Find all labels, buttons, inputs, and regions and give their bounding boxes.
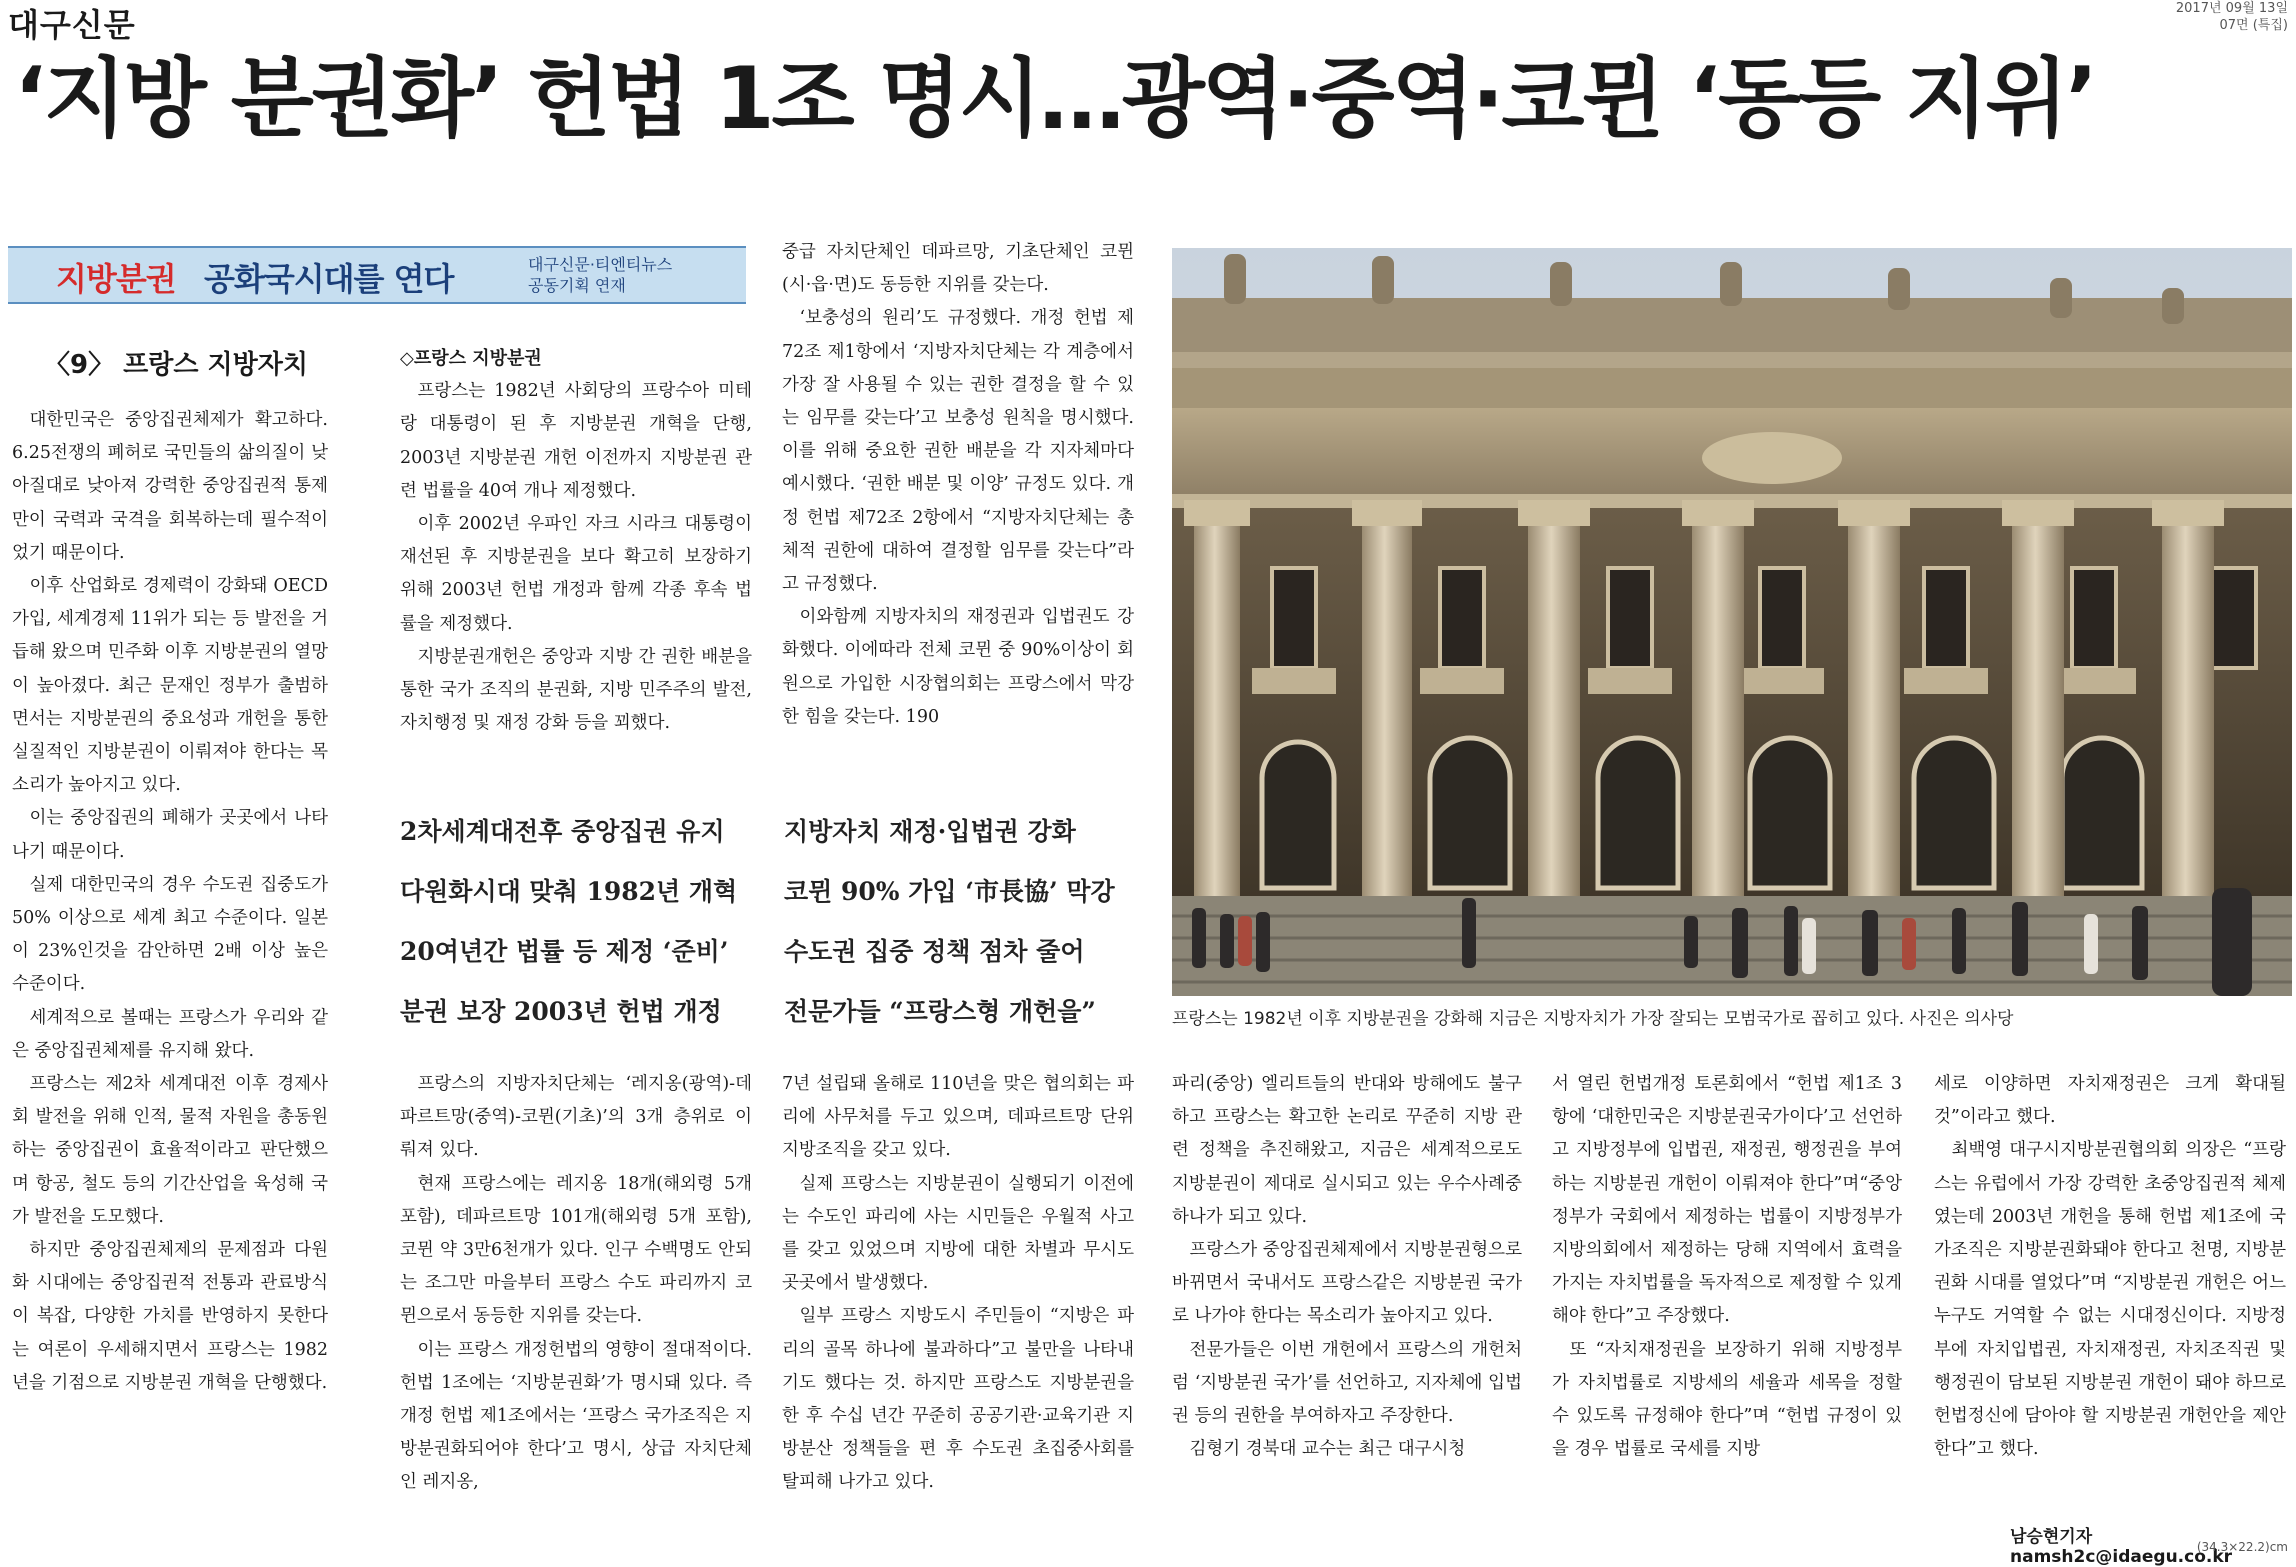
col3-paragraph: ‘보충성의 원리’도 규정했다. 개정 헌법 제72조 제1항에서 ‘지방자치단체는 각 계층에서 가장 잘 사용될 수 있는 권한 결정을 할 수 있는 임무를 갖는다’고 보충성 원칙을 명시했다. 이를 위해 중요한 권한 배분을 각 지자체마다 예시했다. ‘권한 배분 및 이양’ 규정도 있다. 개정 헌법 제72조 2항에서 “지방자치단체는 총체적 권한에 대하여 결정할 임무를 갖는다”라고 규정했다. [782, 308, 1134, 595]
col2-paragraph: 프랑스는 1982년 사회당의 프랑수아 미테랑 대통령이 된 후 지방분권 개혁을 단행, 2003년 지방분권 개헌 이전까지 지방분권 관련 법률을 40여 개나 제정했다. [400, 381, 752, 501]
col1-paragraph: 세계적으로 볼때는 프랑스가 우리와 같은 중앙집권체제를 유지해 왔다. [12, 1007, 328, 1061]
pull-quote-line: 지방자치 재정·입법권 강화 [784, 817, 1076, 846]
pull-quote-line: 전문가들 “프랑스형 개헌을” [784, 997, 1096, 1026]
pull-quote-line: 다원화시대 맞춰 1982년 개혁 [400, 877, 738, 906]
pull-quote-line: 분권 보장 2003년 헌법 개정 [400, 997, 722, 1026]
column-1 [12, 404, 328, 1400]
col1-paragraph: 이후 산업화로 경제력이 강화돼 OECD가입, 세계경제 11위가 되는 등 발전을 거듭해 왔으며 민주화 이후 지방분권의 열망이 높아졌다. 최근 문재인 정부가 출범하면서는 지방분권의 중요성과 개헌을 통한 실질적인 지방분권이 이뤄져야 한다는 목소리가 높아지고 있다. [12, 576, 328, 796]
subheading: ◇프랑스 지방분권 [400, 348, 542, 369]
col3b-paragraph: 일부 프랑스 지방도시 주민들이 “지방은 파리의 골목 하나에 불과하다”고 불만을 나타내기도 했다는 것. 하지만 프랑스도 지방분권을 한 후 수십 년간 꾸준히 공공기관·교육기관 지방분산 정책들을 편 후 수도권 초집중사회를 탈피해 나가고 있다. [782, 1306, 1134, 1493]
opera-house-photo [1172, 248, 2292, 996]
column-2-top [400, 342, 752, 740]
col1-paragraph: 실제 대한민국의 경우 수도권 집중도가 50% 이상으로 세계 최고 수준이다. 일본이 23%인것을 감안하면 2배 이상 높은 수준이다. [12, 874, 328, 995]
col3-paragraph: 이와함께 지방자치의 재정권과 입법권도 강화했다. 이에따라 전체 코뮌 중 90%이상이 회원으로 가입한 시장협의회는 프랑스에서 막강한 힘을 갖는다. 190 [782, 607, 1134, 727]
col6-paragraph: 세로 이양하면 자치재정권은 크게 확대될 것”이라고 했다. [1934, 1074, 2286, 1128]
pull-quote-right [784, 802, 1154, 1042]
col6-paragraph: 최백영 대구시지방분권협의회 의장은 “프랑스는 유럽에서 가장 강력한 초중앙집권적 체제였는데 2003년 개헌을 통해 헌법 제1조에 국가조직은 지방분권화돼야 한다고 천명, 지방분권화 시대를 열었다”며 “지방분권 개헌은 어느 누구도 거역할 수 없는 시대정신이다. 지방정부에 자치입법권, 자치재정권, 자치조직권 및 행정권이 담보된 지방분권 개헌이 돼야 하므로 헌법정신에 담아야 할 지방분권 개헌안을 제안한다”고 했다. [1934, 1140, 2286, 1460]
banner-credit-line1: 대구신문·티엔티뉴스 [528, 255, 673, 274]
column-5 [1552, 1068, 1902, 1466]
column-4 [1172, 1068, 1522, 1466]
col2-paragraph: 이후 2002년 우파인 자크 시라크 대통령이 재선된 후 지방분권을 보다 확고히 보장하기 위해 2003년 헌법 개정과 함께 각종 후속 법률을 제정했다. [400, 514, 752, 634]
col2b-paragraph: 이는 프랑스 개정헌법의 영향이 절대적이다. 헌법 1조에는 ‘지방분권화’가 명시돼 있다. 즉 개정 헌법 제1조에서는 ‘프랑스 국가조직은 지방분권화되어야 한다’고 명시, 상급 자치단체인 레지옹, [400, 1339, 752, 1493]
pull-quote-line: 코뮌 90% 가입 ‘市長協’ 막강 [784, 877, 1115, 906]
col1-paragraph: 프랑스는 제2차 세계대전 이후 경제사회 발전을 위해 인적, 물적 자원을 총동원하는 중앙집권이 효율적이라고 판단했으며 항공, 철도 등의 기간산업을 육성해 국가 발전을 도모했다. [12, 1074, 328, 1227]
column-6 [1934, 1068, 2286, 1466]
series-title: 〈9〉 프랑스 지방자치 [44, 350, 309, 380]
byline: 남승현기자 namsh2c@idaegu.co.kr [2010, 1527, 2233, 1567]
banner-credit [528, 254, 672, 296]
banner-red-text: 지방분권 [56, 260, 176, 298]
page-number: 07면 (특집) [2219, 18, 2288, 33]
col2b-paragraph: 프랑스의 지방자치단체는 ‘레지옹(광역)-데파르트망(중역)-코뮌(기초)’의 3개 층위로 이뤄져 있다. [400, 1074, 752, 1161]
photo-caption: 프랑스는 1982년 이후 지방분권을 강화해 지금은 지방자치가 가장 잘되는 모범국가로 꼽히고 있다. 사진은 의사당 [1172, 1009, 2014, 1029]
pull-quote-line: 20여년간 법률 등 제정 ‘준비’ [400, 937, 729, 966]
col3-paragraph: 중급 자치단체인 데파르망, 기초단체인 코뮌(시·읍·면)도 동등한 지위를 갖는다. [782, 242, 1134, 296]
col5-paragraph: 또 “자치재정권을 보장하기 위해 지방정부가 자치법률로 지방세의 세율과 세목을 정할 수 있도록 규정해야 한다”며 “헌법 규정이 있을 경우 법률로 국세를 지방 [1552, 1339, 1902, 1460]
issue-date: 2017년 09월 13일 [2175, 1, 2288, 16]
column-3-bottom [782, 1068, 1134, 1500]
col2b-paragraph: 현재 프랑스에는 레지옹 18개(해외령 5개 포함), 데파르트망 101개(해외령 5개 포함), 코뮌 약 3만6천개가 있다. 인구 수백명도 안되는 조그만 마을부터 프랑스 수도 파리까지 코뮌으로서 동등한 지위를 갖는다. [400, 1173, 752, 1327]
date-info [2176, 0, 2288, 34]
masthead: 대구신문 [8, 6, 136, 44]
col1-paragraph: 하지만 중앙집권체제의 문제점과 다원화 시대에는 중앙집권적 전통과 관료방식이 복잡, 다양한 가치를 반영하지 못한다는 여론이 우세해지면서 프랑스는 1982년을 기점으로 지방분권 개혁을 단행했다. [12, 1240, 328, 1393]
col1-paragraph: 대한민국은 중앙집권체제가 확고하다. 6.25전쟁의 폐허로 국민들의 삶의질이 낮아질대로 낮아져 강력한 중앙집권적 통제만이 국력과 국격을 회복하는데 필수적이었기 때문이다. [12, 410, 328, 563]
col3b-paragraph: 7년 설립돼 올해로 110년을 맞은 협의회는 파리에 사무처를 두고 있으며, 데파르트망 단위 지방조직을 갖고 있다. [782, 1074, 1134, 1161]
size-note: (34.3×22.2)cm [2196, 1540, 2288, 1554]
col4-paragraph: 전문가들은 이번 개헌에서 프랑스의 개헌처럼 ‘지방분권 국가’를 선언하고, 지자체에 입법권 등의 권한을 부여하자고 주장한다. [1172, 1339, 1522, 1427]
pull-quote-line: 2차세계대전후 중앙집권 유지 [400, 817, 725, 846]
col4-paragraph: 프랑스가 중앙집권체제에서 지방분권형으로 바뀌면서 국내서도 프랑스같은 지방분권 국가로 나가야 한다는 목소리가 높아지고 있다. [1172, 1240, 1522, 1327]
pull-quote-left [400, 802, 760, 1042]
banner-blue-text: 공화국시대를 연다 [204, 260, 454, 298]
building-illustration [1172, 248, 2292, 996]
headline: ‘지방 분권화’ 헌법 1조 명시…광역·중역·코뮌 ‘동등 지위’ [14, 49, 2096, 149]
pull-quote-line: 수도권 집중 정책 점차 줄어 [784, 937, 1085, 966]
column-3-top [782, 236, 1134, 734]
col4-paragraph: 김형기 경북대 교수는 최근 대구시청 [1189, 1439, 1466, 1460]
col4-paragraph: 파리(중앙) 엘리트들의 반대와 방해에도 불구하고 프랑스는 확고한 논리로 꾸준히 지방 관련 정책을 추진해왔고, 지금은 세계적으로도 지방분권이 제대로 실시되고 있는 우수사례중 하나가 되고 있다. [1172, 1074, 1522, 1227]
col1-paragraph: 이는 중앙집권의 폐해가 곳곳에서 나타나기 때문이다. [12, 808, 328, 862]
banner-credit-line2: 공동기획 연재 [528, 276, 626, 295]
col5-paragraph: 서 열린 헌법개정 토론회에서 “헌법 제1조 3항에 ‘대한민국은 지방분권국가이다’고 선언하고 지방정부에 입법권, 재정권, 행정권을 부여하는 지방분권 개헌이 이뤄져야 한다”며“중앙정부가 국회에서 제정하는 법률이 지방정부가 지방의회에서 제정하는 당해 지역에서 효력을 가지는 자치법률을 독자적으로 제정할 수 있게 해야 한다”고 주장했다. [1552, 1074, 1902, 1327]
series-banner [8, 246, 746, 304]
col2-paragraph: 지방분권개헌은 중앙과 지방 간 권한 배분을 통한 국가 조직의 분권화, 지방 민주주의 발전, 자치행정 및 재정 강화 등을 꾀했다. [400, 646, 752, 734]
col3b-paragraph: 실제 프랑스는 지방분권이 실행되기 이전에는 수도인 파리에 사는 시민들은 우월적 사고를 갖고 있었으며 지방에 대한 차별과 무시도 곳곳에서 발생했다. [782, 1173, 1134, 1294]
column-2-bottom [400, 1068, 752, 1500]
